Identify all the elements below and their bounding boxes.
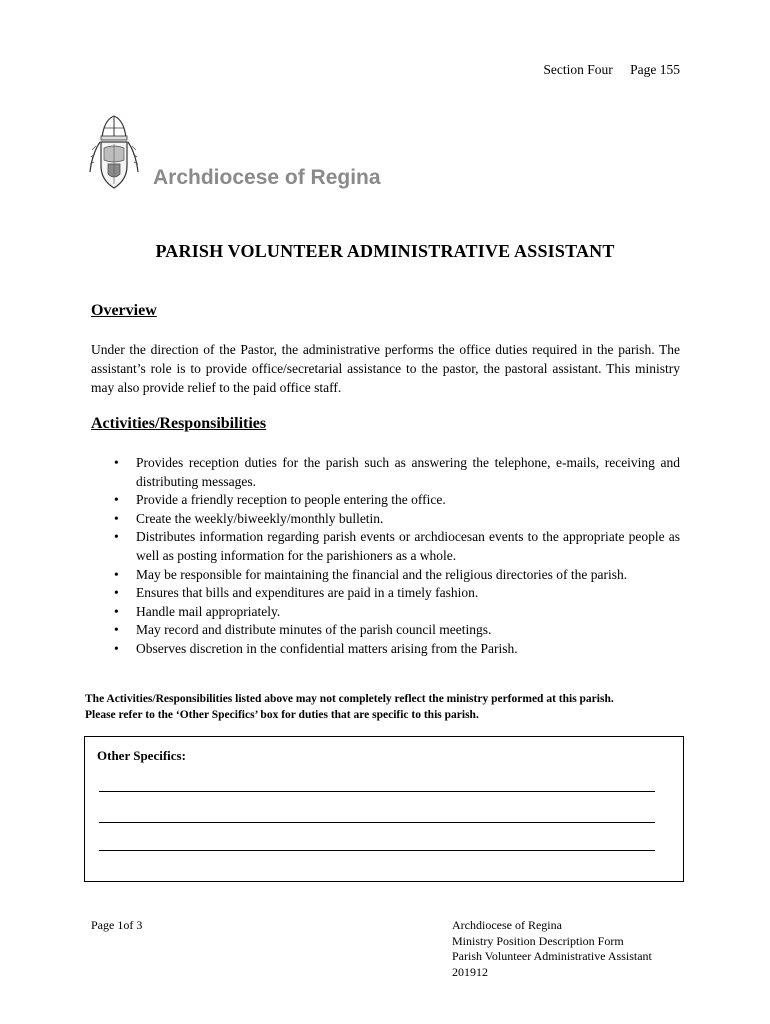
activities-heading: Activities/Responsibilities <box>91 415 267 432</box>
org-name: Archdiocese of Regina <box>153 166 381 189</box>
fill-in-line[interactable] <box>99 850 655 851</box>
fill-in-line[interactable] <box>99 791 655 792</box>
archdiocese-crest-icon <box>86 114 142 192</box>
fill-in-line[interactable] <box>99 822 655 823</box>
list-item: • Create the weekly/biweekly/monthly bulletin. <box>91 510 680 529</box>
other-specifics-box <box>84 736 684 882</box>
list-item: • May record and distribute minutes of the parish council meetings. <box>91 621 680 640</box>
disclaimer-line: The Activities/Responsibilities listed above may not completely reflect the ministry performed at this parish. <box>85 693 614 705</box>
document-title: PARISH VOLUNTEER ADMINISTRATIVE ASSISTANT <box>155 241 615 261</box>
page-header <box>543 62 680 78</box>
footer-form: Ministry Position Description Form <box>452 933 624 948</box>
overview-text: Under the direction of the Pastor, the administrative performs the office duties required in the parish. The assistant’s role is to provide office/secretarial assistance to the pastor, the pastoral assistant. This ministry may also provide relief to the paid office staff. <box>91 342 680 395</box>
other-specifics-label: Other Specifics: <box>97 748 186 763</box>
section-label: Section Four <box>543 62 613 77</box>
footer-page-count: Page 1of 3 <box>91 918 143 932</box>
list-item: • Observes discretion in the confidential matters arising from the Parish. <box>91 640 680 659</box>
activities-list <box>91 454 680 659</box>
footer-code: 201912 <box>452 964 488 979</box>
overview-heading: Overview <box>91 302 157 319</box>
disclaimer-line: Please refer to the ‘Other Specifics’ box for duties that are specific to this parish. <box>85 709 479 721</box>
list-item: • Handle mail appropriately. <box>91 603 680 622</box>
list-item: • Provides reception duties for the parish such as answering the telephone, e-mails, receiving and distributing messages. <box>91 454 680 491</box>
footer-info <box>452 918 652 980</box>
list-item: • Provide a friendly reception to people entering the office. <box>91 491 680 510</box>
disclaimer-note <box>85 691 685 723</box>
list-item: • Ensures that bills and expenditures are paid in a timely fashion. <box>91 584 680 603</box>
list-item: • May be responsible for maintaining the financial and the religious directories of the parish. <box>91 566 680 585</box>
footer-org: Archdiocese of Regina <box>452 918 562 932</box>
footer-position: Parish Volunteer Administrative Assistant <box>452 949 652 963</box>
page-number: Page 155 <box>630 62 680 77</box>
list-item: • Distributes information regarding parish events or archdiocesan events to the appropriate people as well as posting information for the parishioners as a whole. <box>91 528 680 565</box>
